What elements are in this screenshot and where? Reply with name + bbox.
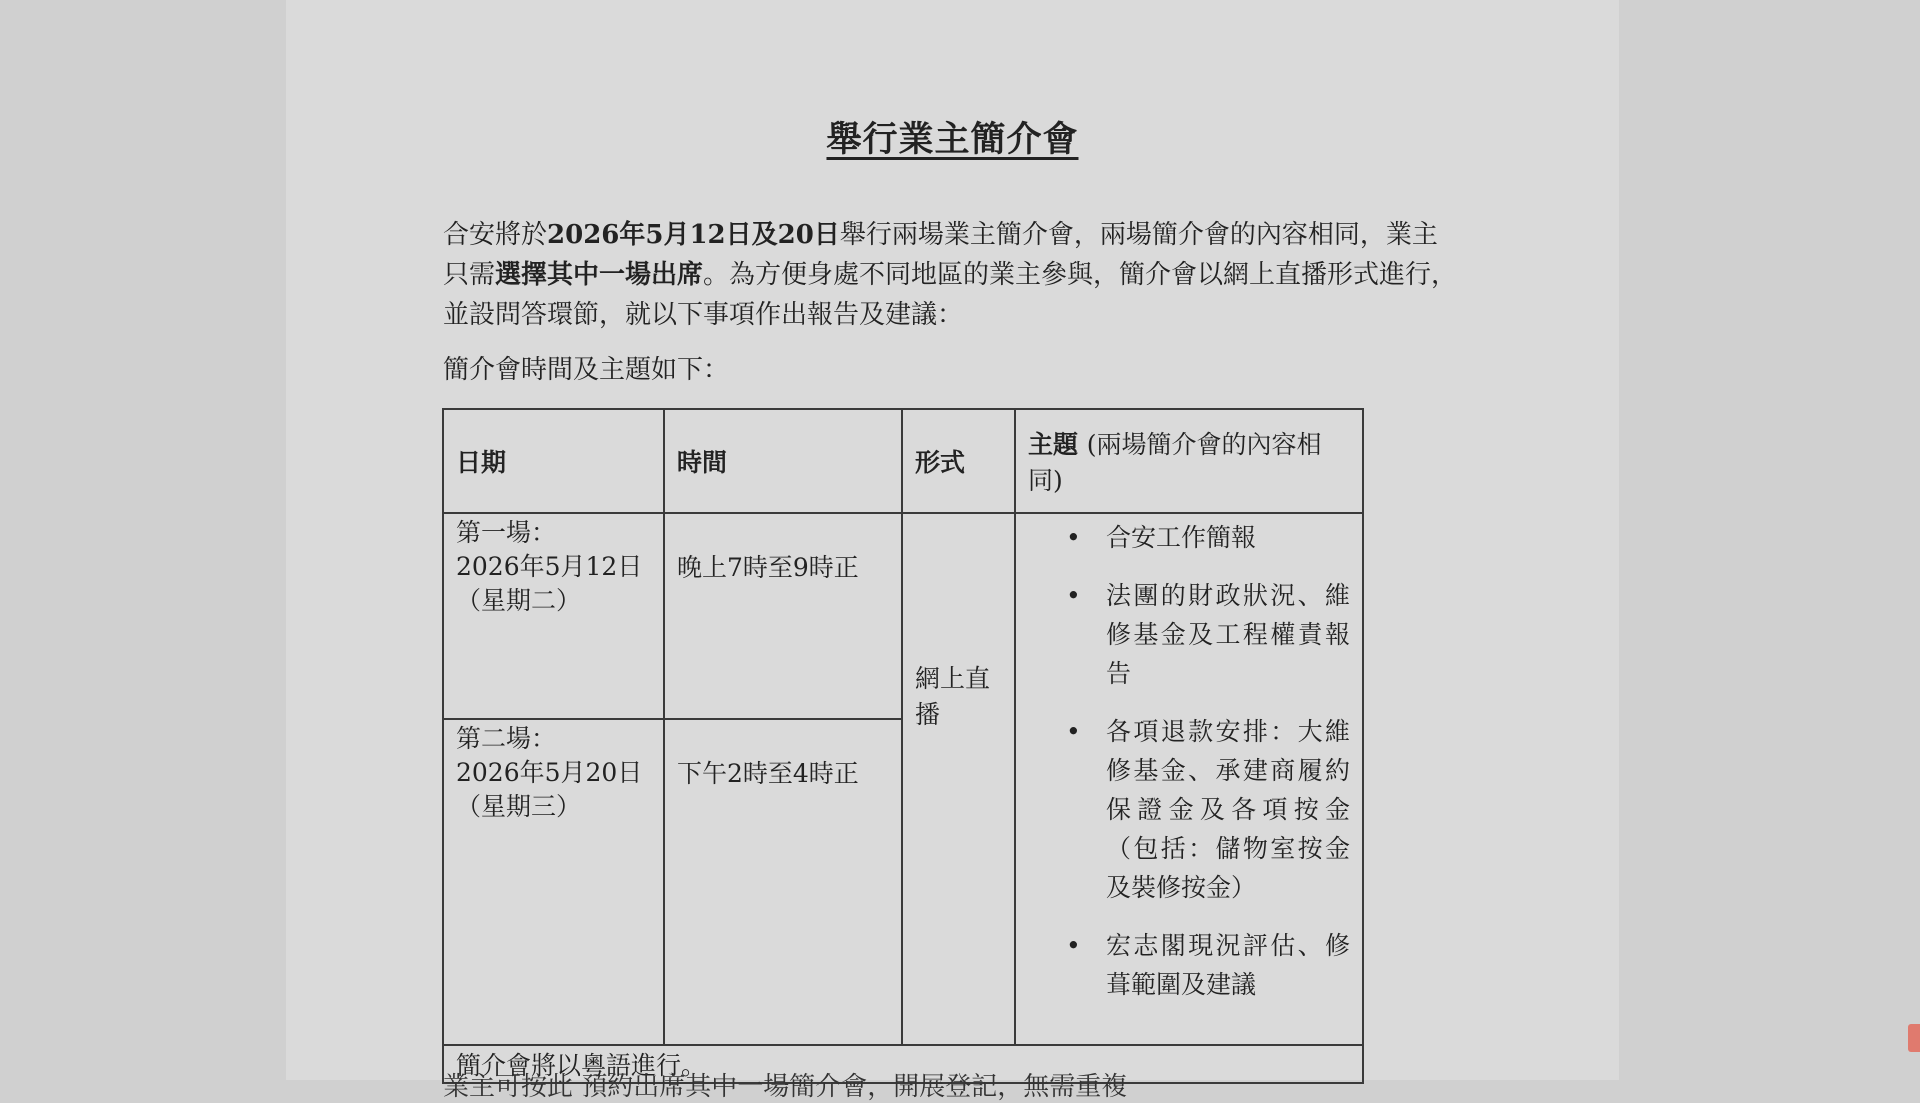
session-1-label: 第一場： <box>456 518 557 547</box>
session-2-time: 下午2時至4時正 <box>664 719 902 1045</box>
session-1-date-cell <box>443 513 664 719</box>
header-format: 形式 <box>902 409 1015 513</box>
intro-text-3: 。為方便身處不同地區的業主參與，簡介會以網上直播形式進行，並設問答環節，就以下事項作出報告及建議： <box>443 260 1458 330</box>
edge-marker <box>1908 1024 1920 1052</box>
intro-choose-bold: 選擇其中一場出席 <box>495 260 704 290</box>
topics-list <box>1028 514 1350 1033</box>
session-2-label: 第二場： <box>456 724 557 753</box>
session-2-weekday: （星期三） <box>456 792 582 821</box>
session-1-weekday: （星期二） <box>456 586 582 615</box>
list-item: • 法團的財政狀況、維修基金及工程權責報告 <box>1028 576 1350 693</box>
session-2-date: 2026年5月20日 <box>456 758 643 787</box>
list-item: • 合安工作簡報 <box>1028 518 1350 557</box>
format-text: 網上直播 <box>915 664 991 729</box>
table-row <box>443 513 1363 719</box>
document-page <box>286 0 1619 1102</box>
page-title: 舉行業主簡介會 <box>826 119 1079 160</box>
session-1-time: 晚上7時至9時正 <box>664 513 902 719</box>
intro-text-1: 合安將於 <box>443 220 548 250</box>
header-date: 日期 <box>443 409 664 513</box>
language-footnote: 簡介會將以粵語進行。 <box>443 1045 1363 1083</box>
session-1-date: 2026年5月12日 <box>456 552 643 581</box>
header-time: 時間 <box>664 409 902 513</box>
format-cell <box>902 513 1015 1045</box>
cut-off-text: 業主可按此 預約出席其中一場簡介會，開展登記，無需重複 <box>443 1072 1128 1102</box>
schedule-table <box>442 408 1364 1084</box>
topics-cell <box>1015 513 1363 1045</box>
intro-text-2: 舉行兩場業主簡介會，兩場簡介會的內容相同，業主只需 <box>443 220 1438 290</box>
table-header-row <box>443 409 1363 513</box>
intro-paragraph <box>443 215 1463 335</box>
header-topic-label: 主題 <box>1028 430 1079 459</box>
schedule-heading: 簡介會時間及主題如下： <box>443 355 730 385</box>
header-topic-note: (兩場簡介會的內容相同) <box>1028 430 1322 495</box>
intro-dates-bold: 2026年5月12日及20日 <box>547 220 840 250</box>
list-item: • 宏志閣現況評估、修葺範圍及建議 <box>1028 926 1350 1004</box>
session-2-date-cell <box>443 719 664 1045</box>
list-item: • 各項退款安排：大維修基金、承建商履約保證金及各項按金（包括：儲物室按金及裝修按金） <box>1028 712 1350 907</box>
header-topic <box>1015 409 1363 513</box>
